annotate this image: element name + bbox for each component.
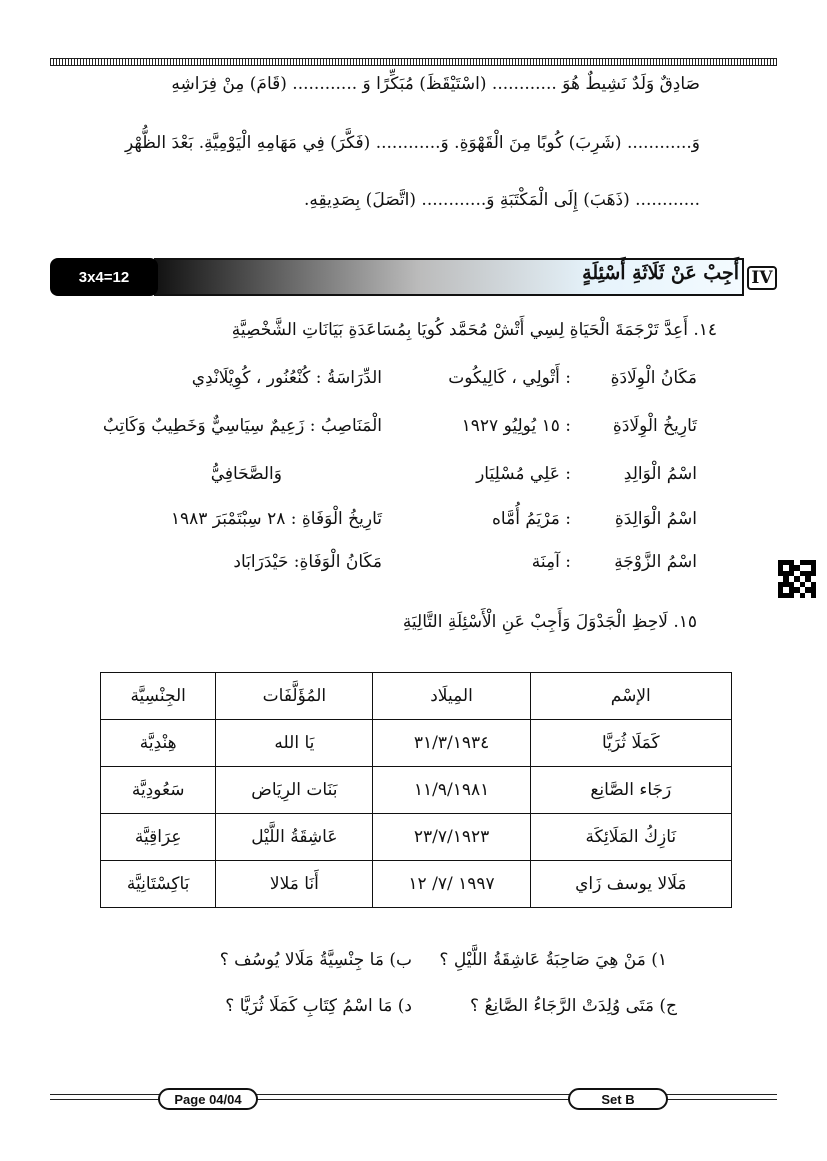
bio-value: : ١٥ يُولِيُو ١٩٢٧: [461, 416, 571, 436]
cell-nationality: بَاكِسْتَانِيَّة: [101, 861, 216, 908]
cell-name: مَلَالا يوسف زَاي: [530, 861, 731, 908]
section-title: أَجِبْ عَنْ ثَلَاثَةِ أَسْئِلَةٍ: [582, 262, 739, 284]
cell-works: يَا الله: [216, 720, 373, 767]
table-row: [101, 814, 732, 861]
cell-nationality: سَعُودِيَّة: [101, 767, 216, 814]
question-14: ١٤. أَعِدَّ تَرْجَمَةَ الْحَيَاةِ لِسِي أَتْشْ مُحَمَّد كُويَا بِمُسَاعَدَةِ بَيَانَاتِ الشَّخْصِيَّةِ: [231, 320, 717, 340]
cell-nationality: عِرَاقِيَّة: [101, 814, 216, 861]
cell-name: رَجَاء الصَّانِع: [530, 767, 731, 814]
qr-code-icon: [778, 560, 816, 598]
info-table: [100, 672, 732, 908]
sub-question-b: ب) مَا جِنْسِيَّةُ مَلَالا يُوسُف ؟: [219, 950, 412, 970]
bio-value: : أَتْولِي ، كَالِيكُوت: [448, 368, 571, 388]
bio-study: الدِّرَاسَةُ : كُنْعُنُور ، كُوِيْلَانْدِي: [191, 368, 382, 388]
marks-box: 3x4=12: [50, 258, 158, 296]
table-row: [101, 767, 732, 814]
header-name: الإسْم: [530, 673, 731, 720]
bio-value: : آمِنَة: [531, 552, 571, 572]
header-birth: المِيلَاد: [373, 673, 530, 720]
passage-line-1: صَادِقٌ وَلَدٌ نَشِيطٌ هُوَ ............ (اسْتَيْقَظَ) مُبَكِّرًا وَ ............ (قَامَ) مِنْ فِرَاشِهِ: [171, 74, 700, 94]
bio-label: اسْمُ الْوَالِدَةِ: [614, 509, 697, 529]
cell-birth: ١٩٩٧ /٧/ ١٢: [373, 861, 530, 908]
table-row: [101, 861, 732, 908]
sub-question-d: د) مَا اسْمُ كِتَابِ كَمَلَا ثُرَيَّا ؟: [225, 996, 412, 1016]
bio-label: اسْمُ الْوَالِدِ: [623, 464, 697, 484]
table-row: [101, 720, 732, 767]
cell-birth: ٣١/٣/١٩٣٤: [373, 720, 530, 767]
bio-positions: الْمَنَاصِبُ : زَعِيمٌ سِيَاسِيٌّ وَخَطِيبٌ وَكَاتِبٌ: [102, 416, 382, 436]
table-header-row: [101, 673, 732, 720]
set-badge: Set B: [568, 1088, 668, 1110]
section-number: IV: [747, 266, 777, 290]
bio-death-date: تَارِيخُ الْوَفَاةِ : ٢٨ سِبْتَمْبَرَ ١٩٨٣: [170, 509, 382, 529]
header-nationality: الجِنْسِيَّة: [101, 673, 216, 720]
bio-value: : مَرْيَمُ أُمَّاه: [492, 509, 571, 529]
page-number-badge: Page 04/04: [158, 1088, 258, 1110]
sub-question-a: ١) مَنْ هِيَ صَاحِبَةُ عَاشِقَةُ اللَّيْلِ ؟: [439, 950, 667, 970]
section-header: [50, 256, 777, 298]
passage-line-2: وَ............ (شَرِبَ) كُوبًا مِنَ الْقَهْوَةِ. وَ............ (فَكَّرَ) فِي مَهَامِهِ الْيَوْمِيَّةِ. بَعْدَ الظُّهْرِ: [125, 133, 700, 153]
bio-death-place: مَكَانُ الْوَفَاةِ: حَيْدَرَابَاد: [233, 552, 382, 572]
bio-label: اسْمُ الزَّوْجَةِ: [614, 552, 697, 572]
footer-rule-middle: [256, 1094, 570, 1100]
top-rule: [50, 58, 777, 66]
sub-question-c: ج) مَتَى وُلِدَتْ الرَّجَاءُ الصَّانِعُ ؟: [470, 996, 677, 1016]
footer-rule-left: [50, 1094, 160, 1100]
bio-label: تَارِيخُ الْوِلَادَةِ: [612, 416, 697, 436]
question-15: ١٥. لَاحِظِ الْجَدْوَلَ وَأَجِبْ عَنِ الْأَسْئِلَةِ التَّالِيَةِ: [402, 612, 697, 632]
cell-nationality: هِنْدِيَّة: [101, 720, 216, 767]
footer-rule-right: [666, 1094, 777, 1100]
passage-line-3: ............ (ذَهَبَ) إِلَى الْمَكْتَبَةِ وَ............ (اتَّصَلَ) بِصَدِيقِهِ.: [304, 190, 700, 210]
cell-birth: ١١/٩/١٩٨١: [373, 767, 530, 814]
cell-name: نَازِكُ المَلَائِكَة: [530, 814, 731, 861]
bio-positions-cont: وَالصَّحَافِيُّ: [210, 464, 282, 484]
cell-works: بَنَات الرِيَاض: [216, 767, 373, 814]
cell-works: أَنَا مَلالا: [216, 861, 373, 908]
header-works: المُؤَلَّفَات: [216, 673, 373, 720]
cell-name: كَمَلَا ثُرَيَّا: [530, 720, 731, 767]
bio-label: مَكَانُ الْوِلَادَةِ: [610, 368, 697, 388]
bio-value: : عَلِي مُسْلِيَار: [476, 464, 571, 484]
cell-works: عَاشِقَةُ اللَّيْل: [216, 814, 373, 861]
cell-birth: ٢٣/٧/١٩٢٣: [373, 814, 530, 861]
